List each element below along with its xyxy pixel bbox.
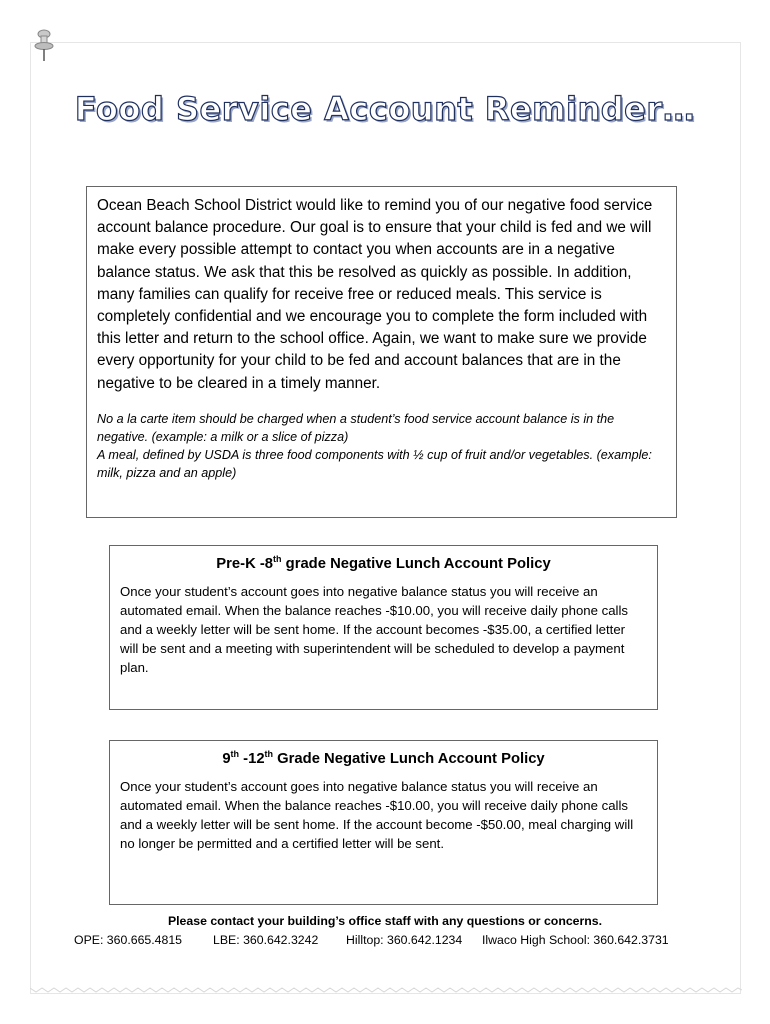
pushpin-icon: [32, 28, 56, 64]
phone-ilwaco: Ilwaco High School: 360.642.3731: [482, 933, 669, 947]
torn-edge: [30, 984, 742, 996]
policy-box-9-12: [109, 740, 658, 905]
note-line-2: A meal, defined by USDA is three food components with ½ cup of fruit and/or vegetables. (example: milk, pizza and an apple): [97, 448, 652, 481]
policy-title-prefix: 9: [222, 751, 231, 767]
policy-body-prek-8: Once your student’s account goes into negative balance status you will receive an automated email. When the balance reaches -$10.00, you will receive daily phone calls and a weekly letter will be sent home. If the account becomes -$35.00, a certified letter will be sent and a meeting with superintendent will be scheduled to develop a payment plan.: [120, 584, 629, 675]
policy-body-9-12: Once your student’s account goes into negative balance status you will receive an automated email. When the balance reaches -$10.00, you will receive daily phone calls and a weekly letter will be sent home. If the account become -$50.00, meal charging will no longer be permitted and a certified letter will be sent.: [120, 779, 634, 851]
intro-text: Ocean Beach School District would like to remind you of our negative food service account balance procedure. Our goal is to ensure that your child is fed and we will make every possible attempt to contact you when accounts are in a negative balance status. We ask that this be resolved as quickly as possible. In addition, many families can qualify for receive free or reduced meals. This service is completely confidential and we encourage you to complete the form included with this letter and return to the school office. Again, we want to make sure we provide every opportunity for your child to be fed and account balances that are in the negative to be cleared in a timely manner.: [97, 197, 653, 392]
contact-line: Please contact your building’s office staff with any questions or concerns.: [167, 914, 603, 928]
phone-list: [74, 933, 694, 947]
policy-title-prek-8: [120, 554, 647, 574]
policy-title-sup: th: [230, 749, 240, 760]
policy-title-suffix: grade Negative Lunch Account Policy: [281, 556, 551, 572]
policy-title-mid: -12: [239, 751, 265, 767]
page-title: Food Service Account Reminder…: [74, 90, 696, 128]
intro-box: [86, 186, 677, 518]
note-line-1: No a la carte item should be charged when a student’s food service account balance is in the negative. (example: a milk or a slice of pizza): [97, 411, 615, 445]
phone-ope: OPE: 360.665.4815: [74, 933, 183, 947]
policy-box-prek-8: [109, 545, 658, 710]
policy-title-suffix: Grade Negative Lunch Account Policy: [273, 751, 545, 767]
policy-title-9-12: [120, 749, 647, 769]
policy-title-prefix: Pre-K -8: [216, 556, 274, 572]
note-text: [97, 410, 666, 483]
policy-title-sup: th: [273, 554, 282, 565]
phone-hilltop: Hilltop: 360.642.1234: [346, 933, 463, 947]
phone-lbe: LBE: 360.642.3242: [213, 933, 319, 947]
policy-title-sup-2: th: [264, 749, 274, 760]
